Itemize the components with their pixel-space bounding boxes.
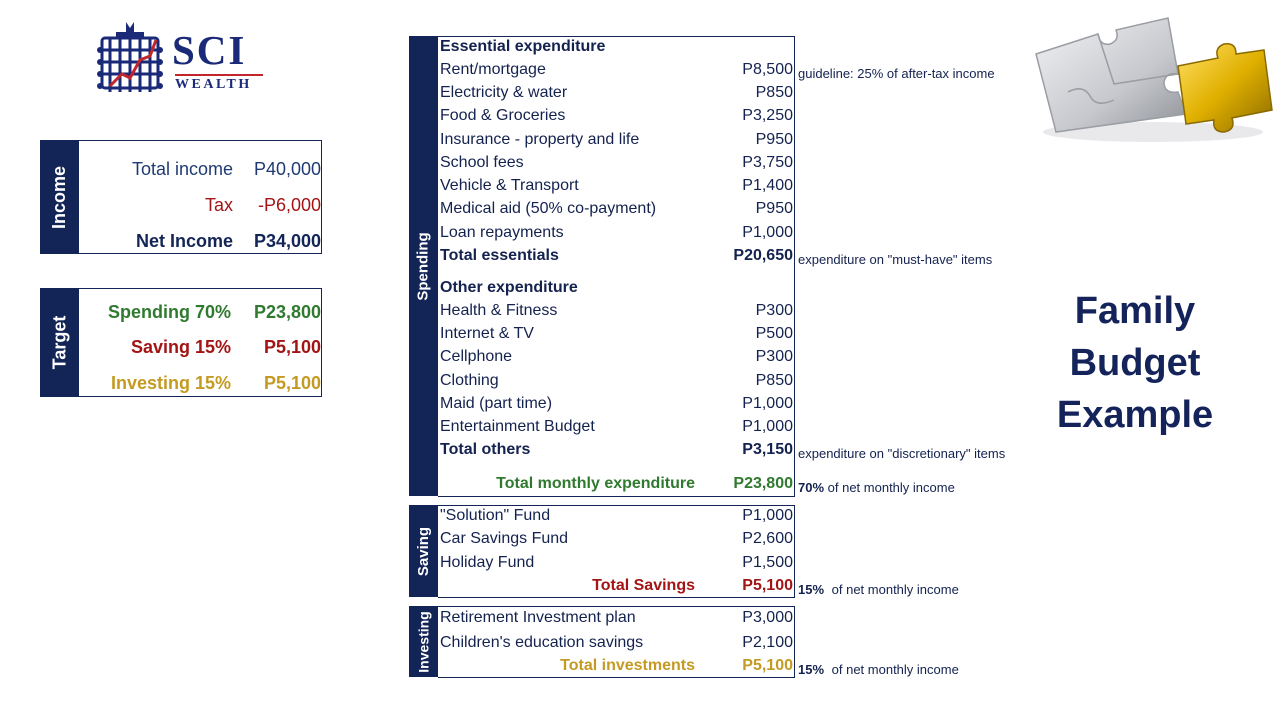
other-item-value: P1,000 — [742, 418, 793, 435]
essential-item-value: P1,000 — [742, 224, 793, 241]
essential-item-value: P3,250 — [742, 107, 793, 124]
investing-item-label: Retirement Investment plan — [440, 609, 636, 626]
total-essentials-value: P20,650 — [733, 247, 793, 264]
note-monthly-text: of net monthly income — [824, 480, 955, 495]
target-label: Target — [41, 289, 79, 396]
saving-item-label: Car Savings Fund — [440, 530, 569, 547]
other-item-label: Internet & TV — [440, 325, 534, 342]
target-spending-label: Spending 70% — [107, 302, 231, 322]
target-spending-value: P23,800 — [253, 302, 321, 322]
other-item-value: P1,000 — [742, 395, 793, 412]
target-saving-label: Saving 15% — [130, 337, 231, 357]
total-savings-label: Total Savings — [592, 577, 695, 594]
income-tax-label: Tax — [204, 195, 233, 215]
total-others-value: P3,150 — [742, 441, 793, 458]
investing-item-value: P3,000 — [742, 609, 793, 626]
spending-section-label: Spending — [409, 36, 438, 496]
puzzle-pieces-icon — [1028, 14, 1278, 144]
essential-item-label: Vehicle & Transport — [440, 177, 579, 194]
net-income-label: Net Income — [135, 231, 233, 251]
other-item-value: P300 — [755, 348, 793, 365]
income-box — [40, 140, 322, 254]
saving-item-label: Holiday Fund — [440, 554, 535, 571]
income-tax-value: -P6,000 — [257, 195, 321, 215]
logo-name: SCI — [172, 27, 247, 73]
essential-item-value: P950 — [755, 200, 793, 217]
other-item-label: Entertainment Budget — [440, 418, 595, 435]
other-header: Other expenditure — [440, 279, 578, 296]
note-monthly — [798, 480, 955, 495]
note-others: expenditure on "discretionary" items — [798, 446, 1006, 461]
other-item-value: P850 — [755, 372, 793, 389]
essential-header: Essential expenditure — [440, 38, 606, 55]
note-monthly-pct: 70% — [798, 480, 825, 495]
note-savings-text: of net monthly income — [828, 582, 959, 597]
note-invest — [798, 662, 959, 677]
net-income-value: P34,000 — [253, 231, 321, 251]
total-others-label: Total others — [440, 441, 531, 458]
saving-section-label: Saving — [409, 505, 438, 597]
essential-item-value: P1,400 — [742, 177, 793, 194]
target-saving-value: P5,100 — [263, 337, 321, 357]
note-savings — [798, 582, 959, 597]
title-line-1: Family — [1074, 290, 1196, 332]
total-essentials-label: Total essentials — [440, 247, 559, 264]
other-item-label: Clothing — [440, 372, 499, 389]
target-investing-value: P5,100 — [263, 373, 321, 393]
essential-item-label: Insurance - property and life — [440, 131, 640, 148]
logo-divider — [175, 74, 263, 76]
saving-item-value: P2,600 — [742, 530, 793, 547]
total-investments-label: Total investments — [560, 657, 695, 674]
essential-item-value: P8,500 — [742, 61, 793, 78]
income-total-label: Total income — [131, 159, 233, 179]
essential-item-value: P950 — [755, 131, 793, 148]
essential-item-label: Food & Groceries — [440, 107, 566, 124]
essential-item-label: Loan repayments — [440, 224, 564, 241]
note-savings-pct: 15% — [798, 582, 825, 597]
other-item-label: Health & Fitness — [440, 302, 558, 319]
saving-item-value: P1,000 — [742, 507, 793, 524]
note-invest-text: of net monthly income — [828, 662, 959, 677]
essential-item-label: Rent/mortgage — [440, 61, 546, 78]
logo-subtitle: WEALTH — [175, 77, 252, 92]
note-essentials: expenditure on "must-have" items — [798, 252, 993, 267]
note-invest-pct: 15% — [798, 662, 825, 677]
target-box — [40, 288, 322, 397]
investing-item-label: Children's education savings — [440, 634, 644, 651]
total-savings-value: P5,100 — [742, 577, 793, 594]
saving-item-label: "Solution" Fund — [440, 507, 551, 524]
income-label: Income — [41, 141, 79, 253]
note-rent: guideline: 25% of after-tax income — [798, 66, 995, 81]
essential-item-value: P850 — [755, 84, 793, 101]
other-item-value: P300 — [755, 302, 793, 319]
investing-item-value: P2,100 — [742, 634, 793, 651]
total-monthly-value: P23,800 — [733, 475, 793, 492]
target-investing-label: Investing 15% — [110, 373, 231, 393]
title-line-2: Budget — [1069, 342, 1201, 384]
essential-item-label: Medical aid (50% co-payment) — [440, 200, 657, 217]
essential-item-value: P3,750 — [742, 154, 793, 171]
other-item-label: Cellphone — [440, 348, 513, 365]
other-item-label: Maid (part time) — [440, 395, 553, 412]
total-investments-value: P5,100 — [742, 657, 793, 674]
investing-section-label: Investing — [409, 606, 438, 677]
total-monthly-label: Total monthly expenditure — [496, 475, 695, 492]
saving-item-value: P1,500 — [742, 554, 793, 571]
title-line-3: Example — [1056, 394, 1214, 436]
page-title — [1040, 285, 1230, 441]
other-item-value: P500 — [755, 325, 793, 342]
essential-item-label: Electricity & water — [440, 84, 568, 101]
essential-item-label: School fees — [440, 154, 524, 171]
income-total-value: P40,000 — [253, 159, 321, 179]
